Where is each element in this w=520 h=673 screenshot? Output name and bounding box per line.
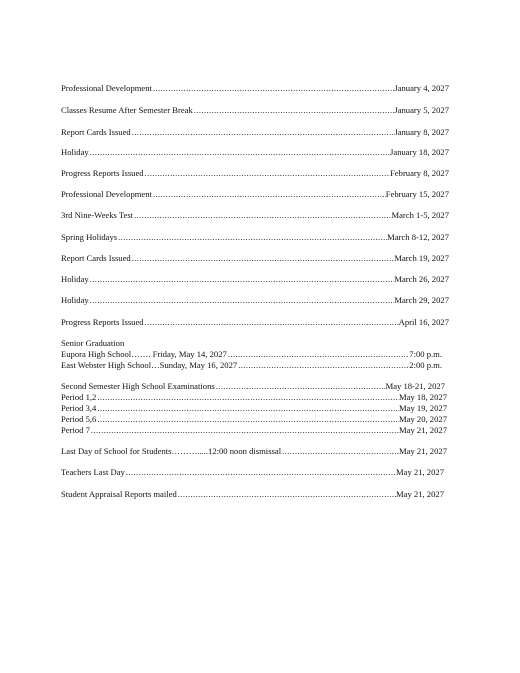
graduation-time: 2:00 p.m.	[409, 360, 442, 370]
exam-entry	[61, 381, 445, 392]
entry-label: Spring Holidays	[61, 232, 118, 242]
entry-label: Report Cards Issued	[61, 253, 131, 263]
exam-label: Period 3,4	[61, 403, 97, 413]
leader-dots	[117, 232, 387, 242]
entry-label: Classes Resume After Semester Break	[61, 105, 193, 115]
final-entry	[61, 446, 447, 458]
final-label: Student Appraisal Reports mailed	[61, 489, 177, 499]
leader-dots	[131, 127, 395, 137]
calendar-entry	[61, 210, 449, 222]
graduation-label: East Webster High School…Sunday, May 16, 2027	[61, 360, 238, 370]
leader-dots	[144, 168, 390, 178]
graduation-row	[61, 349, 442, 360]
entry-label: Professional Development	[61, 83, 152, 93]
leader-dots	[133, 210, 391, 220]
graduation-label: Eupora High School……. Friday, May 14, 2027	[61, 349, 227, 359]
final-date: May 21, 2027	[396, 467, 444, 477]
exam-entry	[61, 392, 447, 403]
final-date: May 21, 2027	[396, 489, 444, 499]
entry-date: April 16, 2027	[398, 317, 449, 327]
exam-date: May 18, 2027	[399, 392, 447, 402]
entry-label: 3rd Nine-Weeks Test	[61, 210, 134, 220]
entry-date: January 8, 2027	[394, 127, 449, 137]
entry-label: Holiday	[61, 147, 89, 157]
leader-dots	[131, 253, 395, 263]
final-entry	[61, 489, 444, 501]
graduation-time: 7:00 p.m.	[409, 349, 442, 359]
calendar-entry	[61, 127, 449, 139]
leader-dots	[237, 360, 409, 370]
calendar-entry	[61, 274, 449, 286]
exam-label: Period 1,2	[61, 392, 97, 402]
leader-dots	[227, 349, 409, 359]
leader-dots	[193, 105, 395, 115]
exam-date: May 21, 2027	[399, 425, 447, 435]
entry-label: Holiday	[61, 274, 89, 284]
calendar-entry	[61, 295, 449, 307]
graduation-heading: Senior Graduation	[61, 338, 125, 348]
leader-dots	[96, 414, 399, 424]
calendar-entry	[61, 83, 449, 95]
entry-date: March 26, 2027	[394, 274, 449, 284]
calendar-entry	[61, 147, 449, 159]
entry-date: March 8-12, 2027	[387, 232, 449, 242]
leader-dots	[177, 489, 396, 499]
leader-dots	[144, 317, 399, 327]
exam-date: May 20, 2027	[399, 414, 447, 424]
exam-entry	[61, 414, 447, 425]
leader-dots	[125, 467, 396, 477]
calendar-entry	[61, 317, 449, 329]
final-label: Last Day of School for Students……….....12:00 noon dismissal	[61, 446, 282, 456]
final-entry	[61, 467, 444, 479]
calendar-entry	[61, 232, 449, 244]
entry-date: February 15, 2027	[385, 189, 449, 199]
leader-dots	[89, 295, 395, 305]
leader-dots	[96, 392, 399, 402]
calendar-entry	[61, 105, 449, 117]
exam-label: Period 7	[61, 425, 90, 435]
entry-date: January 5, 2027	[394, 105, 449, 115]
leader-dots	[89, 274, 395, 284]
leader-dots	[215, 381, 386, 391]
calendar-entry	[61, 168, 449, 180]
exam-entry	[61, 403, 447, 414]
entry-date: March 19, 2027	[394, 253, 449, 263]
entry-label: Holiday	[61, 295, 89, 305]
leader-dots	[281, 446, 399, 456]
leader-dots	[90, 425, 399, 435]
leader-dots	[96, 403, 399, 413]
exam-date: May 19, 2027	[399, 403, 447, 413]
exam-label: Period 5,6	[61, 414, 97, 424]
leader-dots	[152, 189, 386, 199]
exam-entry	[61, 425, 447, 436]
entry-label: Professional Development	[61, 189, 152, 199]
entry-label: Progress Reports Issued	[61, 168, 144, 178]
entry-date: March 1-5, 2027	[391, 210, 449, 220]
entry-date: February 8, 2027	[390, 168, 449, 178]
entry-label: Report Cards Issued	[61, 127, 131, 137]
entry-date: March 29, 2027	[394, 295, 449, 305]
graduation-row	[61, 360, 442, 371]
entry-label: Progress Reports Issued	[61, 317, 144, 327]
calendar-entry	[61, 189, 449, 201]
entry-date: January 4, 2027	[394, 83, 449, 93]
entry-date: January 18, 2027	[390, 147, 449, 157]
leader-dots	[152, 83, 394, 93]
leader-dots	[89, 147, 390, 157]
final-date: May 21, 2027	[399, 446, 447, 456]
final-label: Teachers Last Day	[61, 467, 125, 477]
exam-date: May 18-21, 2027	[385, 381, 445, 391]
calendar-entry	[61, 253, 449, 265]
exam-label: Second Semester High School Examinations	[61, 381, 215, 391]
